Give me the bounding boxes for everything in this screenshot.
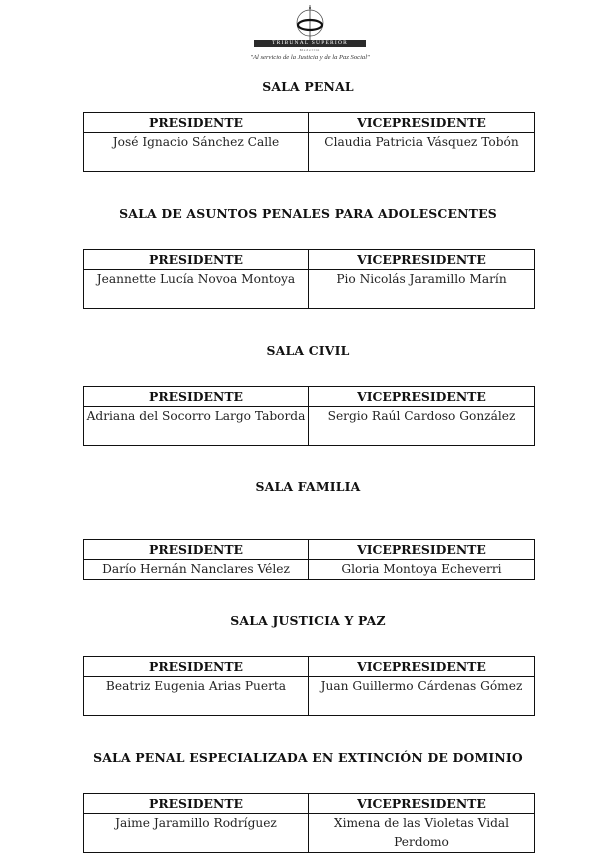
sala-table (83, 249, 535, 309)
sala-table (83, 539, 535, 580)
sala-heading: SALA PENAL (262, 79, 354, 94)
logo-name: TRIBUNAL SUPERIOR (254, 40, 366, 47)
president-name: Jeannette Lucía Novoa Montoya (84, 270, 309, 309)
vicepresident-name: Claudia Patricia Vásquez Tobón (309, 133, 535, 172)
tribunal-logo (230, 2, 390, 66)
sala-heading: SALA FAMILIA (255, 479, 361, 494)
sala-heading: SALA CIVIL (266, 343, 350, 358)
vicepresident-header: VICEPRESIDENTE (309, 250, 535, 270)
sala-table (83, 386, 535, 446)
president-name: Beatriz Eugenia Arias Puerta (84, 677, 309, 716)
sala-heading: SALA DE ASUNTOS PENALES PARA ADOLESCENTES (119, 206, 497, 221)
vicepresident-name: Pio Nicolás Jaramillo Marín (309, 270, 535, 309)
sala-table (83, 793, 535, 853)
president-header: PRESIDENTE (84, 113, 309, 133)
scales-globe-icon (230, 2, 390, 42)
president-header: PRESIDENTE (84, 657, 309, 677)
president-header: PRESIDENTE (84, 387, 309, 407)
vicepresident-name: Sergio Raúl Cardoso González (309, 407, 535, 446)
sala-heading: SALA PENAL ESPECIALIZADA EN EXTINCIÓN DE DOMINIO (93, 750, 523, 765)
president-name: Darío Hernán Nanclares Vélez (84, 560, 309, 580)
logo-city: Medellín (299, 48, 321, 52)
president-name: Adriana del Socorro Largo Taborda (84, 407, 309, 446)
logo-motto: "Al servicio de la Justicia y de la Paz Social" (250, 54, 370, 61)
vicepresident-name: Ximena de las Violetas Vidal Perdomo (309, 814, 535, 853)
vicepresident-header: VICEPRESIDENTE (309, 657, 535, 677)
president-name: Jaime Jaramillo Rodríguez (84, 814, 309, 853)
president-name: José Ignacio Sánchez Calle (84, 133, 309, 172)
vicepresident-header: VICEPRESIDENTE (309, 794, 535, 814)
vicepresident-header: VICEPRESIDENTE (309, 113, 535, 133)
vicepresident-header: VICEPRESIDENTE (309, 387, 535, 407)
sala-heading: SALA JUSTICIA Y PAZ (230, 613, 386, 628)
president-header: PRESIDENTE (84, 250, 309, 270)
sala-table (83, 656, 535, 716)
president-header: PRESIDENTE (84, 794, 309, 814)
vicepresident-name: Juan Guillermo Cárdenas Gómez (309, 677, 535, 716)
vicepresident-name: Gloria Montoya Echeverri (309, 560, 535, 580)
vicepresident-header: VICEPRESIDENTE (309, 540, 535, 560)
president-header: PRESIDENTE (84, 540, 309, 560)
sala-table (83, 112, 535, 172)
